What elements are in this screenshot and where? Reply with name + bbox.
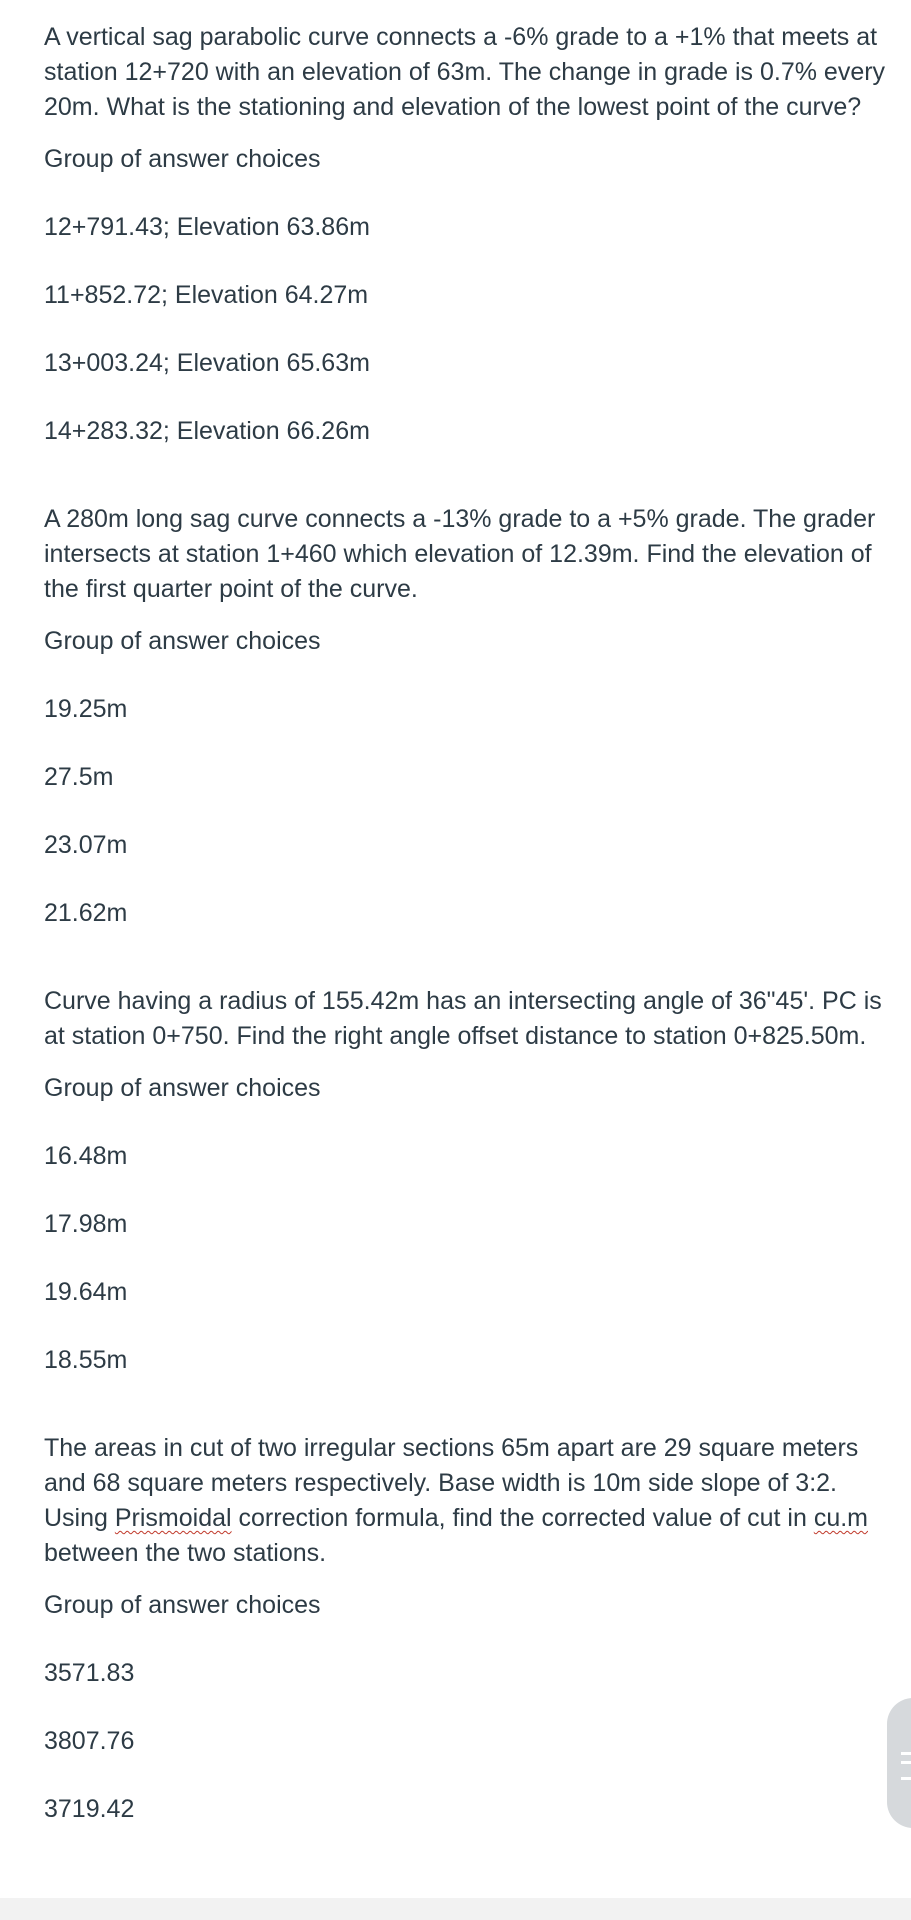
answer-choice[interactable]: 19.64m — [44, 1278, 128, 1306]
answer-choice[interactable]: 16.48m — [44, 1142, 128, 1170]
answer-choice[interactable]: 13+003.24; Elevation 65.63m — [44, 349, 370, 377]
grip-icon-bar — [901, 1761, 911, 1764]
question-text-part: between the two stations. — [44, 1539, 327, 1567]
side-drawer-handle[interactable] — [887, 1698, 911, 1828]
answer-choice[interactable]: 14+283.32; Elevation 66.26m — [44, 417, 370, 445]
quiz-content — [44, 20, 889, 1827]
question-text-part: correction formula, find the corrected value of cut in — [231, 1504, 814, 1532]
question-4 — [44, 1431, 889, 1827]
answer-choice[interactable]: 23.07m — [44, 831, 128, 859]
answer-choice[interactable]: 21.62m — [44, 899, 128, 927]
answer-group-label: Group of answer choices — [44, 627, 321, 655]
question-3 — [44, 984, 889, 1378]
question-text — [44, 1431, 889, 1571]
answer-choice[interactable]: 12+791.43; Elevation 63.86m — [44, 213, 370, 241]
spellcheck-word: Prismoidal — [114, 1504, 232, 1532]
question-text-part: The areas in cut of two irregular sections 65m apart are 29 square meters and 68 square meters respectively. Base width is 10m side slope of 3:2. Using — [44, 1434, 859, 1532]
answer-choice[interactable]: 18.55m — [44, 1346, 128, 1374]
answer-choices — [44, 692, 889, 931]
answer-choice[interactable]: 11+852.72; Elevation 64.27m — [44, 281, 369, 309]
question-2 — [44, 502, 889, 931]
grip-icon — [901, 1752, 911, 1780]
answer-choices — [44, 210, 889, 449]
question-1 — [44, 20, 889, 449]
answer-choices — [44, 1656, 889, 1827]
answer-choice[interactable]: 17.98m — [44, 1210, 128, 1238]
question-text: A 280m long sag curve connects a -13% grade to a +5% grade. The grader intersects at station 1+460 which elevation of 12.39m. Find the elevation of the first quarter point of the curve. — [44, 505, 876, 603]
answer-group-label: Group of answer choices — [44, 1074, 321, 1102]
answer-choice[interactable]: 3719.42 — [44, 1795, 135, 1823]
question-text: A vertical sag parabolic curve connects a -6% grade to a +1% that meets at station 12+720 with an elevation of 63m. The change in grade is 0.7% every 20m. What is the stationing and elevation of the lowest point of the curve? — [44, 23, 886, 121]
answer-choice[interactable]: 27.5m — [44, 763, 114, 791]
answer-choices — [44, 1139, 889, 1378]
answer-group-label: Group of answer choices — [44, 1591, 321, 1619]
answer-group-label: Group of answer choices — [44, 145, 321, 173]
answer-choice[interactable]: 19.25m — [44, 695, 128, 723]
answer-choice[interactable]: 3807.76 — [44, 1727, 135, 1755]
answer-choice[interactable]: 3571.83 — [44, 1659, 135, 1687]
spellcheck-word: cu.m — [813, 1504, 868, 1532]
bottom-bar — [0, 1898, 911, 1920]
question-text: Curve having a radius of 155.42m has an intersecting angle of 36"45'. PC is at station 0+750. Find the right angle offset distance to station 0+825.50m. — [44, 987, 882, 1050]
